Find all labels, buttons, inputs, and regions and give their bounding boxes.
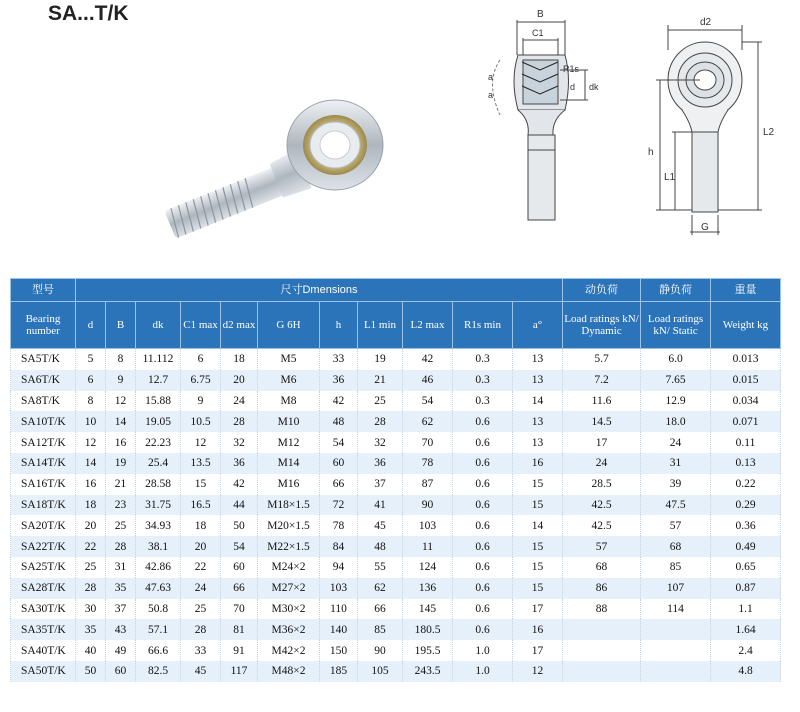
table-row <box>11 536 781 557</box>
table-row <box>11 661 781 682</box>
table-cell: 105 <box>358 661 403 682</box>
table-cell: 8 <box>106 349 136 370</box>
table-cell: 0.3 <box>453 391 513 412</box>
table-cell: 0.6 <box>453 536 513 557</box>
table-cell: 54 <box>403 391 453 412</box>
table-cell: 88 <box>563 599 641 620</box>
table-cell: M12 <box>258 432 320 453</box>
table-cell: 18 <box>181 515 221 536</box>
table-body <box>11 349 781 682</box>
table-cell: 40 <box>76 640 106 661</box>
table-cell: 15 <box>513 474 563 495</box>
table-cell: 11.6 <box>563 391 641 412</box>
col-header: Weight kg <box>711 302 781 349</box>
table-cell: 19 <box>358 349 403 370</box>
table-cell: 28.5 <box>563 474 641 495</box>
table-cell: 12 <box>106 391 136 412</box>
table-cell: M27×2 <box>258 578 320 599</box>
col-header: L1 min <box>358 302 403 349</box>
table-cell: 21 <box>106 474 136 495</box>
table-cell: 0.22 <box>711 474 781 495</box>
table-cell: 42 <box>320 391 358 412</box>
table-cell: M8 <box>258 391 320 412</box>
table-cell: 0.6 <box>453 474 513 495</box>
table-cell: 14 <box>513 515 563 536</box>
table-cell: SA12T/K <box>11 432 76 453</box>
table-cell: 0.29 <box>711 495 781 516</box>
group-dynamic: 动负荷 <box>563 279 641 302</box>
table-cell: 24 <box>641 432 711 453</box>
table-cell: 85 <box>358 619 403 640</box>
table-cell: SA25T/K <box>11 557 76 578</box>
table-cell: 110 <box>320 599 358 620</box>
table-cell: 42.86 <box>136 557 181 578</box>
table-cell: M20×1.5 <box>258 515 320 536</box>
table-row <box>11 619 781 640</box>
table-cell: 0.034 <box>711 391 781 412</box>
table-row <box>11 432 781 453</box>
table-cell: 66 <box>221 578 258 599</box>
table-cell: 28 <box>181 619 221 640</box>
table-cell: 55 <box>358 557 403 578</box>
table-cell: 6 <box>76 370 106 391</box>
table-cell: 22 <box>76 536 106 557</box>
label-B: B <box>537 9 544 20</box>
table-cell: 0.87 <box>711 578 781 599</box>
table-cell: 23 <box>106 495 136 516</box>
table-cell: M42×2 <box>258 640 320 661</box>
table-cell: 46 <box>403 370 453 391</box>
col-header: C1 max <box>181 302 221 349</box>
table-cell: 60 <box>320 453 358 474</box>
table-cell <box>563 619 641 640</box>
table-cell: 47.5 <box>641 495 711 516</box>
table-cell: 48 <box>358 536 403 557</box>
table-cell: 1.64 <box>711 619 781 640</box>
table-cell: 14 <box>106 411 136 432</box>
table-cell: 15.88 <box>136 391 181 412</box>
table-cell: 81 <box>221 619 258 640</box>
table-cell: 13 <box>513 349 563 370</box>
table-cell: 54 <box>221 536 258 557</box>
table-cell: 17 <box>513 640 563 661</box>
table-cell: 25.4 <box>136 453 181 474</box>
table-cell: 0.11 <box>711 432 781 453</box>
table-cell: 21 <box>358 370 403 391</box>
table-cell: 17 <box>513 599 563 620</box>
col-header: G 6H <box>258 302 320 349</box>
table-cell: 12 <box>181 432 221 453</box>
table-cell: 50 <box>221 515 258 536</box>
table-cell: M5 <box>258 349 320 370</box>
table-cell: 8 <box>76 391 106 412</box>
table-cell: 36 <box>320 370 358 391</box>
table-cell: SA28T/K <box>11 578 76 599</box>
table-cell: 45 <box>358 515 403 536</box>
label-C1: C1 <box>532 28 544 38</box>
table-cell: 0.6 <box>453 495 513 516</box>
table-cell: 35 <box>76 619 106 640</box>
table-cell: 15 <box>513 536 563 557</box>
table-cell: 25 <box>181 599 221 620</box>
table-cell: 47.63 <box>136 578 181 599</box>
table-cell <box>641 661 711 682</box>
col-header: h <box>320 302 358 349</box>
label-G: G <box>701 222 709 233</box>
table-cell: 72 <box>320 495 358 516</box>
table-cell: 22.23 <box>136 432 181 453</box>
table-cell: 41 <box>358 495 403 516</box>
col-header: d2 max <box>221 302 258 349</box>
table-row <box>11 640 781 661</box>
table-cell: 0.015 <box>711 370 781 391</box>
table-cell: 28 <box>106 536 136 557</box>
table-cell: 140 <box>320 619 358 640</box>
table-cell: 49 <box>106 640 136 661</box>
table-cell: 22 <box>181 557 221 578</box>
table-cell: SA14T/K <box>11 453 76 474</box>
table-cell: 20 <box>76 515 106 536</box>
specification-table <box>10 278 781 682</box>
table-cell: SA6T/K <box>11 370 76 391</box>
table-cell: SA30T/K <box>11 599 76 620</box>
table-cell: 25 <box>106 515 136 536</box>
table-cell: 0.13 <box>711 453 781 474</box>
table-cell: 9 <box>181 391 221 412</box>
table-cell: 31 <box>641 453 711 474</box>
table-cell: 15 <box>513 557 563 578</box>
table-cell: 90 <box>403 495 453 516</box>
table-cell: 13 <box>513 432 563 453</box>
table-cell: 62 <box>403 411 453 432</box>
table-cell: 16 <box>106 432 136 453</box>
table-cell: 0.49 <box>711 536 781 557</box>
table-cell: M22×1.5 <box>258 536 320 557</box>
table-cell: 14 <box>76 453 106 474</box>
table-cell: 31 <box>106 557 136 578</box>
front-view-diagram <box>620 10 780 240</box>
table-cell: SA50T/K <box>11 661 76 682</box>
col-header: Load ratings kN/ Dynamic <box>563 302 641 349</box>
group-model: 型号 <box>11 279 76 302</box>
group-static: 静负荷 <box>641 279 711 302</box>
table-cell: 57 <box>563 536 641 557</box>
table-cell: 87 <box>403 474 453 495</box>
table-cell: M16 <box>258 474 320 495</box>
table-cell: 16.5 <box>181 495 221 516</box>
table-cell: 28 <box>221 411 258 432</box>
table-cell: 68 <box>563 557 641 578</box>
table-cell: SA10T/K <box>11 411 76 432</box>
table-cell: 1.1 <box>711 599 781 620</box>
table-cell: 25 <box>76 557 106 578</box>
table-cell: 35 <box>106 578 136 599</box>
table-cell: SA8T/K <box>11 391 76 412</box>
table-cell: M18×1.5 <box>258 495 320 516</box>
label-L2: L2 <box>763 127 775 138</box>
table-cell: 24 <box>563 453 641 474</box>
table-cell: 37 <box>358 474 403 495</box>
table-cell: 18.0 <box>641 411 711 432</box>
table-cell: 0.3 <box>453 370 513 391</box>
table-row <box>11 453 781 474</box>
table-cell: 124 <box>403 557 453 578</box>
table-cell: 84 <box>320 536 358 557</box>
table-cell: 243.5 <box>403 661 453 682</box>
table-cell: 7.65 <box>641 370 711 391</box>
table-cell: 13.5 <box>181 453 221 474</box>
table-cell: 36 <box>358 453 403 474</box>
col-header: Load ratings kN/ Static <box>641 302 711 349</box>
table-row <box>11 391 781 412</box>
table-cell: 16 <box>513 619 563 640</box>
table-cell: 50 <box>76 661 106 682</box>
table-cell: 57 <box>641 515 711 536</box>
table-cell: 14.5 <box>563 411 641 432</box>
label-a-1: a <box>488 72 494 82</box>
table-cell: 1.0 <box>453 661 513 682</box>
table-cell: M10 <box>258 411 320 432</box>
table-cell: 1.0 <box>453 640 513 661</box>
table-cell: 185 <box>320 661 358 682</box>
table-cell: 11.112 <box>136 349 181 370</box>
table-cell: SA35T/K <box>11 619 76 640</box>
table-cell: M30×2 <box>258 599 320 620</box>
label-h: h <box>648 147 654 158</box>
table-cell: M36×2 <box>258 619 320 640</box>
table-cell: 0.013 <box>711 349 781 370</box>
table-cell: 32 <box>358 432 403 453</box>
table-cell: SA5T/K <box>11 349 76 370</box>
table-cell: 0.65 <box>711 557 781 578</box>
table-cell: 0.6 <box>453 557 513 578</box>
table-cell: 6.0 <box>641 349 711 370</box>
table-cell: 50.8 <box>136 599 181 620</box>
table-row <box>11 515 781 536</box>
table-cell: 16 <box>513 453 563 474</box>
table-cell <box>641 619 711 640</box>
table-cell: 11 <box>403 536 453 557</box>
table-cell: 15 <box>513 495 563 516</box>
table-cell: 66 <box>358 599 403 620</box>
col-header: B <box>106 302 136 349</box>
table-cell: 16 <box>76 474 106 495</box>
table-cell: 43 <box>106 619 136 640</box>
table-cell: 60 <box>221 557 258 578</box>
table-row <box>11 557 781 578</box>
table-cell: 86 <box>563 578 641 599</box>
table-cell: 94 <box>320 557 358 578</box>
table-cell: 20 <box>221 370 258 391</box>
table-cell: 15 <box>513 578 563 599</box>
table-cell: 19.05 <box>136 411 181 432</box>
table-cell: 54 <box>320 432 358 453</box>
table-cell: 13 <box>513 370 563 391</box>
table-cell: 82.5 <box>136 661 181 682</box>
table-cell: 42 <box>221 474 258 495</box>
table-cell: 15 <box>181 474 221 495</box>
table-row <box>11 370 781 391</box>
table-cell: 70 <box>221 599 258 620</box>
table-cell: 42.5 <box>563 515 641 536</box>
table-cell: 145 <box>403 599 453 620</box>
table-cell: 37 <box>106 599 136 620</box>
table-cell: 0.6 <box>453 578 513 599</box>
table-cell: 12.9 <box>641 391 711 412</box>
table-cell: 0.6 <box>453 599 513 620</box>
table-cell: 0.6 <box>453 411 513 432</box>
table-cell: 5.7 <box>563 349 641 370</box>
label-d2: d2 <box>700 17 712 28</box>
label-d: d <box>570 82 576 92</box>
label-dk: dk <box>589 82 599 92</box>
table-cell: 0.6 <box>453 515 513 536</box>
table-cell: 0.6 <box>453 432 513 453</box>
table-cell: 66 <box>320 474 358 495</box>
table-cell: 7.2 <box>563 370 641 391</box>
table-cell: SA16T/K <box>11 474 76 495</box>
col-header: d <box>76 302 106 349</box>
table-cell: 48 <box>320 411 358 432</box>
table-cell: 13 <box>513 411 563 432</box>
group-weight: 重量 <box>711 279 781 302</box>
table-cell: 136 <box>403 578 453 599</box>
table-cell: 68 <box>641 536 711 557</box>
table-cell: 62 <box>358 578 403 599</box>
table-cell: 20 <box>181 536 221 557</box>
table-cell: 28 <box>76 578 106 599</box>
cross-section-diagram <box>470 0 610 230</box>
table-cell: 2.4 <box>711 640 781 661</box>
table-cell: 0.3 <box>453 349 513 370</box>
table-cell: 78 <box>403 453 453 474</box>
table-cell: 44 <box>221 495 258 516</box>
table-cell: 28.58 <box>136 474 181 495</box>
label-L1: L1 <box>664 172 676 183</box>
page-title: SA...T/K <box>48 2 129 25</box>
table-cell <box>563 640 641 661</box>
table-cell: 150 <box>320 640 358 661</box>
group-dimensions: 尺寸Dmensions <box>76 279 563 302</box>
table-row <box>11 411 781 432</box>
table-cell: 195.5 <box>403 640 453 661</box>
table-cell: 70 <box>403 432 453 453</box>
col-header: R1s min <box>453 302 513 349</box>
label-a-2: a <box>488 90 494 100</box>
table-cell: 4.8 <box>711 661 781 682</box>
table-cell: 19 <box>106 453 136 474</box>
table-cell: 24 <box>181 578 221 599</box>
table-cell: 103 <box>403 515 453 536</box>
table-cell: 114 <box>641 599 711 620</box>
table-cell: 30 <box>76 599 106 620</box>
table-cell: 42.5 <box>563 495 641 516</box>
table-cell: 91 <box>221 640 258 661</box>
table-cell: 0.6 <box>453 453 513 474</box>
table-row <box>11 578 781 599</box>
table-cell: 10.5 <box>181 411 221 432</box>
table-row <box>11 599 781 620</box>
table-cell: 0.071 <box>711 411 781 432</box>
table-cell: 10 <box>76 411 106 432</box>
table-cell: 32 <box>221 432 258 453</box>
col-header: dk <box>136 302 181 349</box>
table-cell: 42 <box>403 349 453 370</box>
table-cell: 78 <box>320 515 358 536</box>
table-cell: 103 <box>320 578 358 599</box>
col-header: Bearing number <box>11 302 76 349</box>
table-row <box>11 474 781 495</box>
table-cell: 33 <box>181 640 221 661</box>
table-cell: 17 <box>563 432 641 453</box>
table-cell: SA20T/K <box>11 515 76 536</box>
table-cell <box>563 661 641 682</box>
table-cell: 117 <box>221 661 258 682</box>
table-cell: 60 <box>106 661 136 682</box>
table-cell: 31.75 <box>136 495 181 516</box>
table-cell: 57.1 <box>136 619 181 640</box>
rod-end-photo <box>150 90 390 240</box>
col-header: a° <box>513 302 563 349</box>
table-cell: 12.7 <box>136 370 181 391</box>
col-header: L2 max <box>403 302 453 349</box>
table-cell: 45 <box>181 661 221 682</box>
table-cell: 18 <box>221 349 258 370</box>
table-cell: M6 <box>258 370 320 391</box>
table-cell: 0.36 <box>711 515 781 536</box>
table-cell: SA40T/K <box>11 640 76 661</box>
table-cell: M48×2 <box>258 661 320 682</box>
table-cell: 18 <box>76 495 106 516</box>
table-cell: M14 <box>258 453 320 474</box>
table-cell: 0.6 <box>453 619 513 640</box>
table-row <box>11 349 781 370</box>
table-cell: 12 <box>76 432 106 453</box>
table-cell: 90 <box>358 640 403 661</box>
table-cell: 38.1 <box>136 536 181 557</box>
table-cell: 6 <box>181 349 221 370</box>
table-cell: 66.6 <box>136 640 181 661</box>
table-cell: 180.5 <box>403 619 453 640</box>
table-cell: 12 <box>513 661 563 682</box>
table-cell: 85 <box>641 557 711 578</box>
table-cell: 6.75 <box>181 370 221 391</box>
table-cell: 28 <box>358 411 403 432</box>
table-cell: 14 <box>513 391 563 412</box>
label-R1s: R1s <box>563 64 580 74</box>
table-cell: 33 <box>320 349 358 370</box>
table-cell: 24 <box>221 391 258 412</box>
table-cell: 25 <box>358 391 403 412</box>
table-cell: 36 <box>221 453 258 474</box>
table-row <box>11 495 781 516</box>
table-cell: SA18T/K <box>11 495 76 516</box>
table-cell: 34.93 <box>136 515 181 536</box>
table-cell: 107 <box>641 578 711 599</box>
table-cell: 39 <box>641 474 711 495</box>
table-cell <box>641 640 711 661</box>
table-cell: SA22T/K <box>11 536 76 557</box>
table-cell: 5 <box>76 349 106 370</box>
table-cell: M24×2 <box>258 557 320 578</box>
table-cell: 9 <box>106 370 136 391</box>
